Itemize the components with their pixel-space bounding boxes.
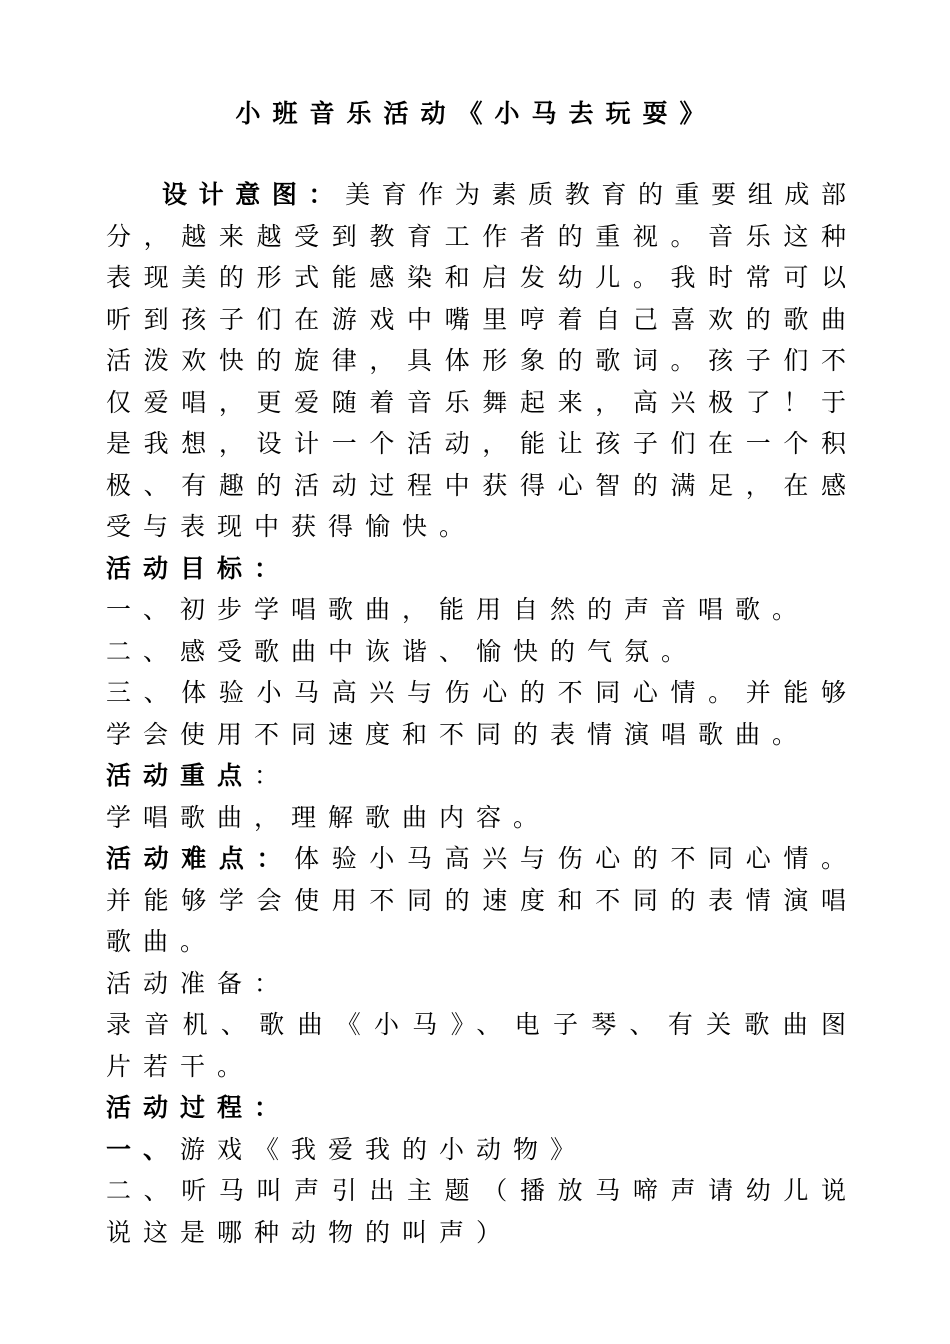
design-intent-line-1 [106,174,846,215]
goal-item-3-line-2: 学会使用不同速度和不同的表情演唱歌曲。 [106,720,810,749]
design-intent-line-9: 受与表现中获得愉快。 [106,512,477,541]
goal-item-1: 一、初步学唱歌曲，能用自然的声音唱歌。 [106,595,810,624]
key-points-heading [106,755,846,796]
difficulties-text-1: 体验小马高兴与伤心的不同心情。 [294,844,846,873]
process-step-2-line-1: 二、听马叫声引出主题（播放马啼声请幼儿说 [106,1176,846,1205]
preparation-line-1: 录音机、歌曲《小马》、电子琴、有关歌曲图 [106,1010,846,1039]
difficulties-line-2: 并能够学会使用不同的速度和不同的表情演唱 [106,886,846,915]
design-intent-line-5: 活泼欢快的旋律，具体形象的歌词。孩子们不 [106,346,846,375]
goal-item-3-line-1: 三、体验小马高兴与伤心的不同心情。并能够 [106,678,846,707]
document-title: 小班音乐活动《小马去玩耍》 [235,99,717,128]
design-intent-line-4: 听到孩子们在游戏中嘴里哼着自己喜欢的歌曲 [106,305,846,334]
difficulties-line-1 [106,838,846,879]
design-intent-line-7: 是我想，设计一个活动，能让孩子们在一个积 [106,429,846,458]
design-intent-label: 设计意图： [162,180,346,209]
design-intent-line-6: 仅爱唱，更爱随着音乐舞起来，高兴极了！于 [106,388,846,417]
goals-heading: 活动目标： [106,554,292,583]
key-points-label: 活动重点 [106,761,255,790]
design-intent-line-2: 分，越来越受到教育工作者的重视。音乐这种 [106,222,846,251]
design-intent-text-1: 美育作为素质教育的重要组成部 [345,180,846,209]
process-heading: 活动过程： [106,1093,292,1122]
process-step-1 [106,1129,846,1170]
process-step-2-line-2: 说这是哪种动物的叫声） [106,1218,514,1247]
design-intent-line-3: 表现美的形式能感染和启发幼儿。我时常可以 [106,263,846,292]
difficulties-line-3: 歌曲。 [106,927,218,956]
process-step-1-prefix: 一、 [106,1135,181,1164]
difficulties-label: 活动难点： [106,844,295,873]
design-intent-line-8: 极、有趣的活动过程中获得心智的满足，在感 [106,471,846,500]
preparation-heading: 活动准备： [106,969,292,998]
preparation-line-2: 片若干。 [106,1052,255,1081]
process-step-1-text: 游戏《我爱我的小动物》 [180,1135,588,1164]
key-points-text: 学唱歌曲，理解歌曲内容。 [106,803,551,832]
goal-item-2: 二、感受歌曲中诙谐、愉快的气氛。 [106,637,699,666]
key-points-colon: ： [254,761,292,790]
